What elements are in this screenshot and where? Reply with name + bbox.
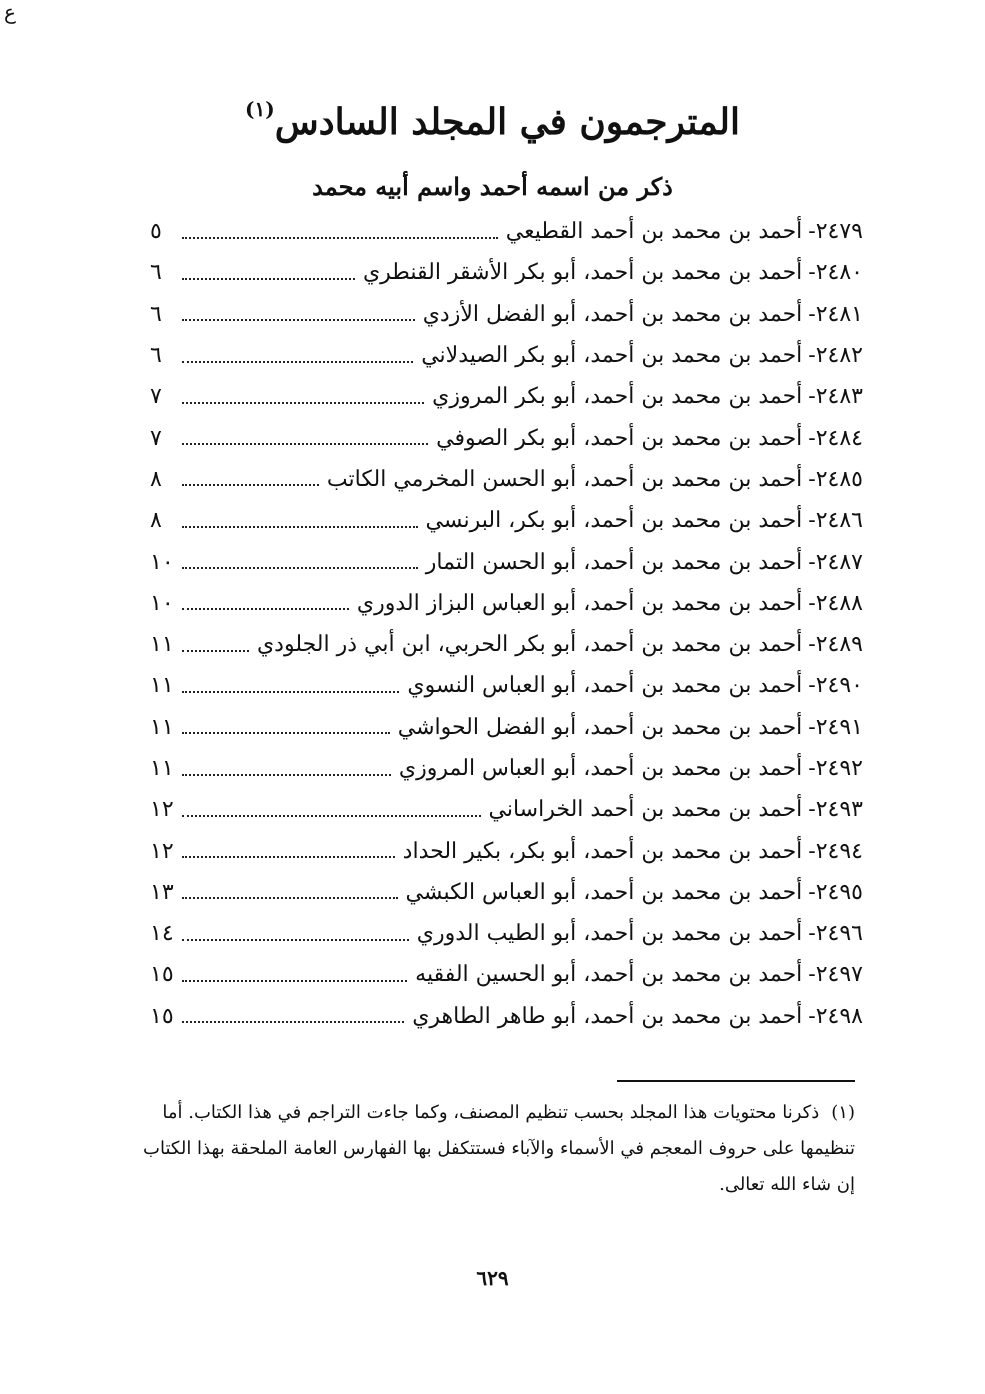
dot-leader <box>182 608 349 610</box>
toc-entry <box>150 459 863 500</box>
entry-number: ٢٤٨٧- <box>808 549 863 575</box>
title-text: المترجمون في المجلد السادس <box>274 101 740 143</box>
entry-name: أحمد بن محمد بن أحمد الخراساني <box>488 797 803 823</box>
entry-number: ٢٤٨٥- <box>808 466 863 492</box>
entry-name: أحمد بن محمد بن أحمد، أبو بكر المروزي <box>432 384 803 410</box>
entry-page-number: ١٣ <box>150 879 174 905</box>
toc-entry <box>150 665 863 706</box>
footnote-text: ذكرنا محتويات هذا المجلد بحسب تنظيم المصنف، وكما جاءت التراجم في هذا الكتاب. أما تنظيمها على حروف المعجم في الأسماء والآباء فستتكفل بها الفهارس العامة الملحقة بهذا الكتاب إن شاء الله تعالى. <box>143 1102 855 1195</box>
dot-leader <box>182 567 418 569</box>
entry-page-number: ١٥ <box>150 962 174 988</box>
table-of-contents <box>150 211 863 1037</box>
entry-name: أحمد بن محمد بن أحمد، أبو العباس الكبشي <box>405 879 803 905</box>
entry-number: ٢٤٨٠- <box>808 260 863 286</box>
toc-entry <box>150 624 863 665</box>
dot-leader <box>182 1021 404 1023</box>
toc-entry <box>150 830 863 871</box>
entry-number: ٢٤٧٩- <box>808 219 863 245</box>
entry-page-number: ١٢ <box>150 797 174 823</box>
entry-number: ٢٤٩٥- <box>808 879 863 905</box>
entry-page-number: ١٤ <box>150 921 174 947</box>
entry-page-number: ١١ <box>150 673 174 699</box>
entry-number: ٢٤٨٩- <box>808 632 863 658</box>
toc-entry <box>150 707 863 748</box>
entry-name: أحمد بن محمد بن أحمد، أبو بكر، البرنسي <box>425 508 803 534</box>
dot-leader <box>182 402 424 404</box>
entry-number: ٢٤٩٧- <box>808 962 863 988</box>
footnote-divider <box>617 1080 855 1082</box>
toc-entry <box>150 541 863 582</box>
dot-leader <box>182 897 398 899</box>
toc-entry <box>150 335 863 376</box>
toc-entry <box>150 913 863 954</box>
toc-entry <box>150 789 863 830</box>
toc-entry <box>150 583 863 624</box>
toc-entry <box>150 996 863 1037</box>
entry-page-number: ٧ <box>150 425 162 451</box>
entry-page-number: ٥ <box>150 219 162 245</box>
entry-page-number: ٧ <box>150 384 162 410</box>
entry-number: ٢٤٩١- <box>808 714 863 740</box>
entry-name: أحمد بن محمد بن أحمد، أبو بكر الحربي، ابن أبي ذر الجلودي <box>256 632 803 658</box>
toc-entry <box>150 211 863 252</box>
entry-page-number: ١٠ <box>150 590 174 616</box>
dot-leader <box>182 939 409 941</box>
entry-number: ٢٤٩٠- <box>808 673 863 699</box>
entry-page-number: ٨ <box>150 466 162 492</box>
entry-page-number: ٦ <box>150 301 162 327</box>
entry-number: ٢٤٩٤- <box>808 838 863 864</box>
entry-page-number: ٨ <box>150 508 162 534</box>
dot-leader <box>182 319 415 321</box>
entry-name: أحمد بن محمد بن أحمد، أبو بكر الصوفي <box>436 425 803 451</box>
entry-name: أحمد بن محمد بن أحمد القطيعي <box>505 219 803 245</box>
dot-leader <box>182 856 395 858</box>
entry-number: ٢٤٨١- <box>808 301 863 327</box>
entry-page-number: ١١ <box>150 714 174 740</box>
entry-name: أحمد بن محمد بن أحمد، أبو طاهر الطاهري <box>412 1003 803 1029</box>
entry-name: أحمد بن محمد بن أحمد، أبو بكر الصيدلاني <box>421 343 803 369</box>
dot-leader <box>182 526 418 528</box>
footnote-marker: (١) <box>831 1102 855 1123</box>
section-subtitle: ذكر من اسمه أحمد واسم أبيه محمد <box>312 172 673 201</box>
entry-number: ٢٤٨٣- <box>808 384 863 410</box>
dot-leader <box>182 361 413 363</box>
entry-name: أحمد بن محمد بن أحمد، أبو الحسين الفقيه <box>415 962 803 988</box>
toc-entry <box>150 872 863 913</box>
dot-leader <box>182 278 355 280</box>
page-title <box>150 84 835 147</box>
dot-leader <box>182 691 399 693</box>
footnote <box>130 1095 855 1203</box>
entry-number: ٢٤٨٤- <box>808 425 863 451</box>
toc-entry <box>150 954 863 995</box>
dot-leader <box>182 237 498 239</box>
toc-entry <box>150 748 863 789</box>
entry-name: أحمد بن محمد بن أحمد، أبو بكر الأشقر القنطري <box>362 260 803 286</box>
dot-leader <box>182 980 407 982</box>
toc-entry <box>150 500 863 541</box>
entry-name: أحمد بن محمد بن أحمد، أبو الفضل الحواشي <box>397 714 803 740</box>
entry-page-number: ٦ <box>150 260 162 286</box>
dot-leader <box>182 815 481 817</box>
entry-number: ٢٤٨٨- <box>808 590 863 616</box>
entry-name: أحمد بن محمد بن أحمد، أبو الحسن التمار <box>425 549 803 575</box>
dot-leader <box>182 732 390 734</box>
entry-number: ٢٤٩٢- <box>808 756 863 781</box>
entry-number: ٢٤٨٢- <box>808 343 863 369</box>
entry-name: أحمد بن محمد بن أحمد، أبو العباس المروزي <box>398 756 803 781</box>
toc-entry <box>150 376 863 417</box>
page-number: ٦٢٩ <box>476 1266 509 1290</box>
corner-mark: ع <box>4 0 16 24</box>
dot-leader <box>182 774 391 776</box>
entry-name: أحمد بن محمد بن أحمد، أبو العباس البزاز الدوري <box>356 590 803 616</box>
toc-entry <box>150 294 863 335</box>
title-footnote-marker: (١) <box>245 97 275 121</box>
entry-page-number: ١٥ <box>150 1003 174 1029</box>
entry-number: ٢٤٩٨- <box>808 1003 863 1029</box>
toc-entry <box>150 252 863 293</box>
entry-name: أحمد بن محمد بن أحمد، أبو بكر، بكير الحداد <box>402 838 803 864</box>
entry-name: أحمد بن محمد بن أحمد، أبو الطيب الدوري <box>416 921 803 947</box>
entry-page-number: ١٢ <box>150 838 174 864</box>
entry-number: ٢٤٨٦- <box>808 508 863 534</box>
entry-name: أحمد بن محمد بن أحمد، أبو العباس النسوي <box>407 673 803 699</box>
entry-name: أحمد بن محمد بن أحمد، أبو الفضل الأزدي <box>422 301 803 327</box>
dot-leader <box>182 443 428 445</box>
entry-page-number: ١١ <box>150 756 174 781</box>
entry-name: أحمد بن محمد بن أحمد، أبو الحسن المخرمي الكاتب <box>326 466 803 492</box>
entry-page-number: ١١ <box>150 632 174 658</box>
entry-page-number: ١٠ <box>150 549 174 575</box>
entry-number: ٢٤٩٦- <box>808 921 863 947</box>
dot-leader <box>182 650 249 652</box>
entry-number: ٢٤٩٣- <box>808 797 863 823</box>
toc-entry <box>150 417 863 458</box>
dot-leader <box>182 484 319 486</box>
entry-page-number: ٦ <box>150 343 162 369</box>
